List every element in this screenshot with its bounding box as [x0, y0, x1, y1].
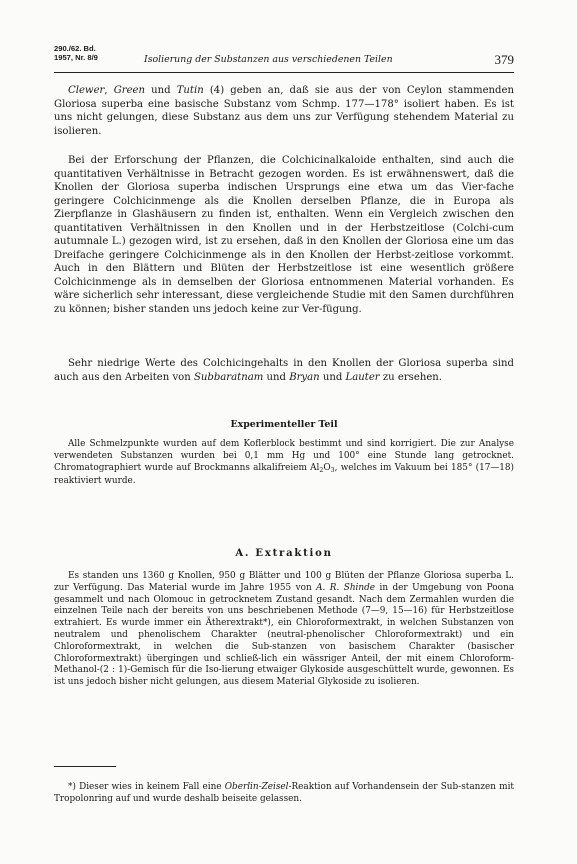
text-fragment: zu ersehen.: [379, 371, 442, 383]
subscript: 2: [319, 466, 324, 474]
paragraph-intro: [54, 84, 514, 138]
paragraph-extraction: [54, 571, 514, 689]
page-header: [54, 44, 514, 72]
author-name: Bryan: [289, 371, 320, 383]
text-fragment: , welches im Vakuum bei 185° (17—18) reaktiviert wurde.: [54, 462, 515, 487]
running-title: Isolierung der Substanzen aus verschiedenen Teilen: [144, 54, 393, 65]
author-name: Tutin: [176, 85, 204, 96]
footnote-text: Dieser wies in keinem Fall eine: [79, 782, 225, 792]
text-fragment: und: [145, 85, 177, 96]
author-name: Lauter: [345, 371, 380, 383]
text-fragment: und: [263, 371, 290, 383]
section-heading-experimental: Experimenteller Teil: [230, 419, 338, 430]
subscript: 3: [330, 466, 335, 474]
author-name: Clewer: [68, 85, 105, 96]
journal-volume-info: [54, 44, 98, 62]
author-name: Green: [113, 85, 146, 96]
paragraph-experimental: [54, 439, 514, 488]
footnote-text: -Reaktion auf Vorhandensein der Sub-stanzen mit Tropolonring auf und wurde deshalb beiseite gelassen.: [54, 782, 514, 804]
paragraph-text: in der Umgebung von Poona gesammelt und nach Olomouc in getrocknetem Zustand gesandt. Nach dem Zermahlen wurden die einzelnen Teile nach der bereits von uns beschriebenen Methode (7—9, 15—16) für Herbstzeitlose extrahiert. Es wurde immer ein Ätherextrakt*), ein Chloroformextrakt, in welchen Substanzen von neutralem und phenolischem Charakter (neutral-phenolischer Chloroformextrakt) und ein Chloroformextrakt, in welchen die Sub-stanzen von basischem Charakter (basischer Chloroformextrakt) übergingen und schließ-lich ein wässriger Anteil, der mit einem Chloroform-Methanol-(2 : 1)-Gemisch für die Iso-lierung etwaiger Glykoside ausgeschüttelt wurde, gewonnen. Es ist uns jedoch bisher nicht gelungen, aus diesem Material Glykoside zu isolieren.: [54, 582, 514, 688]
paragraph-text: Alle Schmelzpunkte wurden auf dem Koflerblock bestimmt und sind korrigiert. Die zur Analyse verwendeten Substanzen wurden bei 0,1 mm Hg und 100° eine Stunde lang getrocknet. Chromatographiert wurde auf Brockmanns alkalifreiem Al: [54, 439, 514, 473]
paragraph-quantitative: [54, 154, 514, 316]
section-heading-extraction: A. Extraktion: [235, 548, 333, 559]
person-name: A. R. Shinde: [316, 582, 376, 593]
author-name: Subbaratnam: [193, 371, 264, 383]
footnote: [54, 781, 514, 805]
paragraph-text: (4) geben an, daß sie aus der von Ceylon stammenden Gloriosa superba eine basische Substanz vom Schmp. 177—178° isoliert haben. Es ist uns nicht gelungen, diese Substanz aus dem uns zur Verfügung stehendem Material zu isolieren.: [54, 85, 514, 137]
paragraph-low-values: [54, 357, 514, 384]
text-fragment: O: [323, 462, 331, 473]
footnote-divider: [54, 766, 116, 767]
header-divider: [54, 72, 514, 73]
paragraph-text: Bei der Erforschung der Pflanzen, die Colchicinalkaloide enthalten, sind auch die quantitativen Verhältnisse in Betracht gezogen worden. Es ist erwähnenswert, daß die Knollen der Gloriosa superba indischen Ursprungs eine etwa um das Vier-fache geringere Colchicinmenge als die Knollen derselben Pflanze, die in Europa als Zierpflanze in Glashäusern zu finden ist, enthalten. Wenn ein Vergleich zwischen den quantitativen Verhältnissen in den Knollen und in der Herbstzeitlose (Colchi-cum autumnale L.) gezogen wird, ist zu ersehen, daß in den Knollen der Gloriosa eine um das Dreifache geringere Colchicinmenge als in den Knollen der Herbst-zeitlose vorkommt. Auch in den Blättern und Blüten der Herbstzeitlose ist eine wesentlich größere Colchicinmenge als in demselben der Gloriosa entnommenen Material vorhanden. Es wäre sicherlich sehr interessant, diese vergleichende Studie mit den Samen durchführen zu können; bisher standen uns jedoch keine zur Ver-fügung.: [54, 155, 514, 315]
text-fragment: ,: [104, 85, 114, 96]
paragraph-text: Sehr niedrige Werte des Colchicingehalts in den Knollen der Gloriosa superba sind auch aus den Arbeiten von: [54, 358, 514, 383]
paragraph-text: Es standen uns 1360 g Knollen, 950 g Blätter und 100 g Blüten der Pflanze Gloriosa superba L. zur Verfügung. Das Material wurde im Jahre 1955 von: [54, 571, 514, 593]
reaction-name: Oberlin-Zeisel: [224, 782, 289, 792]
page-number: 379: [494, 52, 514, 67]
journal-volume: 290./62. Bd.: [54, 44, 96, 53]
text-fragment: und: [319, 371, 346, 383]
footnote-marker: *): [68, 782, 80, 792]
journal-year-issue: 1957, Nr. 8/9: [54, 53, 98, 62]
